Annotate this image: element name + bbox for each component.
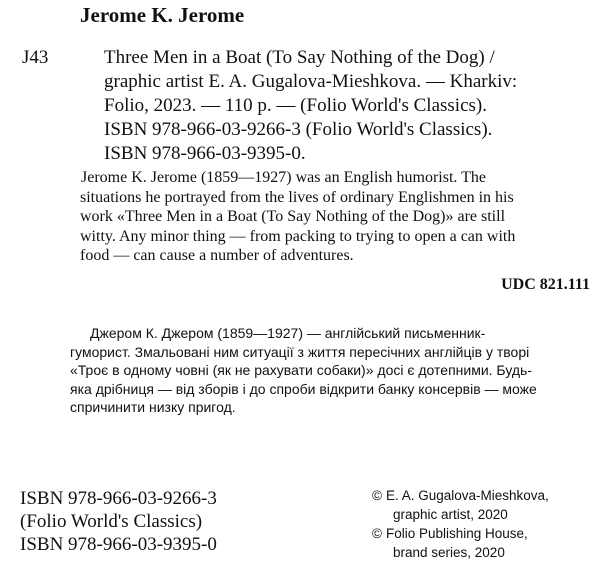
copyright-entry	[372, 486, 549, 505]
annotation-line: witty. Any minor thing — from packing to trying to open a can with	[80, 227, 516, 245]
annotation-line: situations he portrayed from the lives of ordinary Englishmen in his	[80, 188, 514, 206]
isbn-line: ISBN 978-966-03-9395-0	[20, 534, 217, 555]
annotation-line: food — can cause a number of adventures.	[80, 247, 354, 264]
isbn-line: ISBN 978-966-03-9266-3	[20, 488, 217, 509]
udc-code: UDC 821.111	[501, 276, 590, 293]
copyright-text: Folio Publishing House,	[385, 526, 528, 541]
isbn-series-label: (Folio World's Classics)	[20, 511, 203, 532]
copyright-text: brand series, 2020	[393, 545, 505, 560]
annotation-ukrainian	[70, 324, 592, 417]
annotation-line: «Троє в одному човні (як не рахувати собаки)» досі є дотепними. Будь-	[70, 362, 532, 378]
annotation-line: Джером К. Джером (1859—1927) — англійський письменник-	[90, 325, 486, 341]
isbn-block	[104, 118, 492, 166]
library-code: J43	[22, 47, 49, 68]
copyright-symbol: ©	[372, 488, 382, 503]
bibliographic-line: Folio, 2023. — 110 p. — (Folio World's Classics).	[104, 95, 487, 116]
annotation-english	[80, 168, 592, 266]
bibliographic-description	[104, 46, 592, 118]
isbn-series-line: ISBN 978-966-03-9266-3 (Folio World's Classics).	[104, 119, 493, 140]
bibliographic-line: Three Men in a Boat (To Say Nothing of the Dog) /	[104, 47, 495, 68]
bibliographic-line: graphic artist E. A. Gugalova-Mieshkova. — Kharkiv:	[104, 71, 518, 92]
copyright-symbol: ©	[372, 526, 382, 541]
annotation-line: гуморист. Змальовані ним ситуації з життя пересічних англійців у творі	[70, 343, 530, 360]
annotation-line: Jerome K. Jerome (1859—1927) was an English humorist. The	[81, 169, 486, 186]
annotation-line: work «Three Men in a Boat (To Say Nothing of the Dog)» are still	[80, 208, 506, 225]
annotation-line: спричинити низку пригод.	[70, 399, 236, 415]
copyright-entry	[372, 524, 549, 543]
copyright-text: graphic artist, 2020	[393, 507, 508, 522]
author-heading: Jerome K. Jerome	[80, 3, 245, 27]
isbn-line: ISBN 978-966-03-9395-0.	[104, 143, 306, 164]
annotation-line: яка дрібниця — від зборів і до спроби відкрити банку консервів — може	[70, 380, 537, 397]
copyright-block	[372, 486, 549, 562]
isbn-bottom-block	[20, 487, 217, 556]
copyright-text: E. A. Gugalova-Mieshkova,	[385, 488, 549, 503]
